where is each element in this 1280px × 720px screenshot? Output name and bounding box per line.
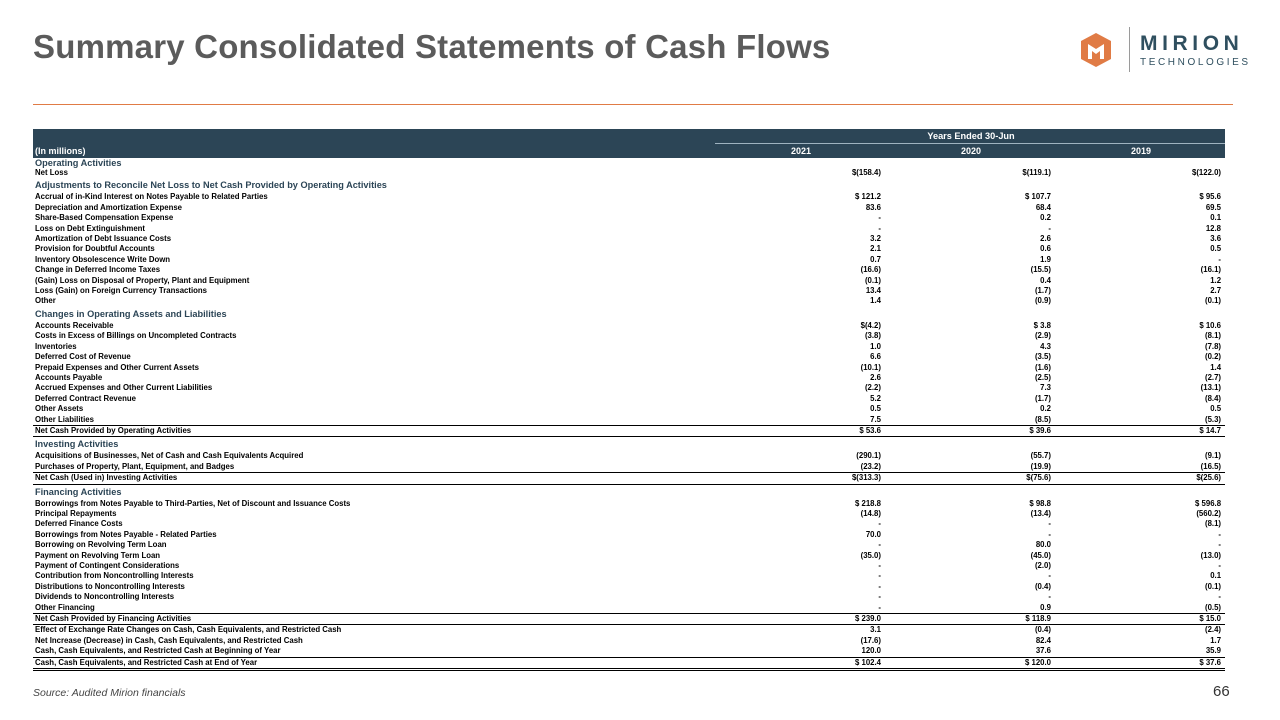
- row-label: Net Cash Provided by Financing Activities: [33, 614, 715, 625]
- title-divider: [33, 104, 1233, 105]
- cell-2020: (2.0): [1034, 561, 1051, 570]
- cell-2021: (0.1): [864, 275, 881, 285]
- cell-2021: $(4.2): [860, 320, 881, 330]
- table-row: [33, 203, 1225, 213]
- row-label: Borrowing on Revolving Term Loan: [35, 540, 167, 550]
- cell-2019: $ 95.6: [1199, 192, 1222, 202]
- table-row: [33, 352, 1225, 362]
- cell-2019: (13.0): [1200, 550, 1222, 560]
- table-row: [33, 394, 1225, 404]
- cell-2020: $ 98.8: [1029, 498, 1051, 508]
- cell-2020: (15.5): [1030, 265, 1051, 275]
- cell-2020: (13.4): [1030, 508, 1051, 518]
- table-row: [33, 321, 1225, 331]
- cell-2021: $(158.4): [851, 168, 881, 177]
- section-label: Financing Activities: [35, 486, 122, 497]
- cell-2020: 37.6: [1035, 646, 1051, 656]
- row-fx-effect: [33, 625, 1225, 636]
- cell-2020: 80.0: [1035, 540, 1051, 550]
- row-label: Deferred Contract Revenue: [35, 393, 136, 403]
- row-net-investing: [33, 473, 1225, 484]
- table-row: [33, 342, 1225, 352]
- cell-2020: $ 3.8: [1033, 320, 1051, 330]
- cell-2021: 0.7: [870, 254, 881, 264]
- cell-2019: (7.8): [1204, 341, 1222, 351]
- cell-2020: 0.2: [1040, 213, 1051, 223]
- cell-2019: 3.6: [1210, 234, 1222, 244]
- year-2020-header: 2020: [885, 144, 1055, 159]
- table-row: [33, 551, 1225, 561]
- cell-2019: 12.8: [1205, 223, 1222, 233]
- row-label: Distributions to Noncontrolling Interests: [35, 581, 185, 591]
- row-label: Deferred Cost of Revenue: [35, 352, 131, 362]
- cell-2019: 0.5: [1210, 404, 1222, 414]
- cell-2019: (0.1): [1204, 581, 1222, 591]
- row-label: Net Loss: [35, 168, 68, 177]
- row-label: Loss on Debt Extinguishment: [35, 223, 146, 233]
- cell-2021: 1.4: [870, 296, 881, 306]
- cell-2020: -: [1048, 571, 1051, 581]
- year-2021-header: 2021: [715, 144, 885, 159]
- table-row: [33, 192, 1225, 202]
- row-label: Prepaid Expenses and Other Current Assets: [35, 362, 199, 372]
- page-number: 66: [1213, 683, 1230, 700]
- table-row: [33, 363, 1225, 373]
- table-row: [33, 276, 1225, 286]
- section-header-adjustments: [33, 178, 1225, 192]
- cell-2019: $ 596.8: [1195, 498, 1222, 508]
- cell-2020: (2.9): [1034, 331, 1051, 341]
- cell-2020: $ 107.7: [1024, 192, 1051, 202]
- cell-2021: (290.1): [856, 451, 881, 461]
- source-note: Source: Audited Mirion financials: [33, 687, 186, 699]
- row-label: Acquisitions of Businesses, Net of Cash and Cash Equivalents Acquired: [35, 451, 304, 461]
- row-label: Net Cash (Used in) Investing Activities: [33, 473, 715, 484]
- cell-2021: 5.2: [870, 393, 881, 403]
- cell-2019: $ 14.7: [1055, 425, 1225, 436]
- logo-separator: [1129, 27, 1130, 72]
- table-row: [33, 224, 1225, 234]
- row-ending-cash: [33, 657, 1225, 669]
- cell-2019: -: [1218, 540, 1222, 550]
- cell-2020: $(75.6): [885, 473, 1055, 484]
- unit-label: (In millions): [33, 144, 715, 159]
- cell-2020: (55.7): [1030, 451, 1051, 461]
- cell-2021: (14.8): [860, 508, 881, 518]
- cell-2019: (13.1): [1200, 383, 1222, 393]
- table-row: [33, 255, 1225, 265]
- cell-2021: 3.1: [870, 625, 881, 635]
- table-row: [33, 373, 1225, 383]
- cell-2019: $ 37.6: [1055, 657, 1225, 669]
- row-label: (Gain) Loss on Disposal of Property, Plant and Equipment: [35, 275, 250, 285]
- cell-2020: (1.7): [1034, 393, 1051, 403]
- cell-2019: -: [1218, 529, 1222, 539]
- cell-2020: 7.3: [1040, 383, 1051, 393]
- cell-2019: (8.4): [1204, 393, 1222, 403]
- cell-2021: -: [878, 602, 881, 612]
- cell-2019: $ 10.6: [1199, 320, 1222, 330]
- row-label: Other: [35, 296, 56, 306]
- table-row: [33, 561, 1225, 571]
- table-row: [33, 592, 1225, 602]
- cell-2019: 35.9: [1205, 646, 1222, 656]
- table-row: [33, 462, 1225, 473]
- cell-2021: 83.6: [865, 202, 881, 212]
- row-label: Deferred Finance Costs: [35, 519, 123, 529]
- row-label: Payment on Revolving Term Loan: [35, 550, 161, 560]
- cell-2020: $(119.1): [1022, 168, 1051, 177]
- cell-2019: $ 15.0: [1055, 614, 1225, 625]
- cell-2020: 0.9: [1040, 602, 1051, 612]
- row-label: Provision for Doubtful Accounts: [35, 244, 155, 254]
- cell-2019: -: [1218, 561, 1222, 570]
- cell-2020: 0.6: [1040, 244, 1051, 254]
- cell-2021: 6.6: [870, 352, 881, 362]
- cell-2019: 0.1: [1210, 571, 1222, 581]
- section-label: Investing Activities: [35, 439, 119, 450]
- section-label: Changes in Operating Assets and Liabilities: [35, 308, 227, 319]
- table-row: [33, 265, 1225, 275]
- cell-2021: -: [878, 223, 881, 233]
- table-row: [33, 383, 1225, 393]
- cell-2020: (1.6): [1034, 362, 1051, 372]
- cell-2020: (0.4): [1034, 625, 1051, 635]
- row-label: Change in Deferred Income Taxes: [35, 265, 161, 275]
- cell-2020: -: [1048, 223, 1051, 233]
- cell-2020: 2.6: [1040, 234, 1051, 244]
- table-row: [33, 571, 1225, 581]
- cell-2019: -: [1218, 592, 1222, 602]
- year-2019-header: 2019: [1055, 144, 1225, 159]
- mirion-logo-icon: [1080, 32, 1112, 68]
- cell-2020: 0.4: [1040, 275, 1051, 285]
- cell-2020: -: [1048, 519, 1051, 529]
- table-row: [33, 244, 1225, 254]
- cell-2020: -: [1048, 529, 1051, 539]
- cell-2021: -: [878, 571, 881, 581]
- cell-2021: 120.0: [861, 646, 881, 656]
- cell-2019: (0.5): [1204, 602, 1222, 612]
- row-label: Borrowings from Notes Payable - Related Parties: [35, 529, 217, 539]
- table-row: [33, 415, 1225, 426]
- cell-2021: 7.5: [870, 414, 881, 424]
- cell-2021: 13.4: [865, 286, 881, 296]
- row-label: Accounts Receivable: [35, 320, 114, 330]
- logo-wordmark: MIRION: [1140, 32, 1244, 55]
- cell-2019: 0.5: [1210, 244, 1222, 254]
- cell-2019: (16.5): [1200, 461, 1222, 471]
- logo-subtitle: TECHNOLOGIES: [1140, 57, 1251, 68]
- cell-2021: -: [878, 592, 881, 602]
- table-row: [33, 530, 1225, 540]
- row-beginning-cash: [33, 646, 1225, 657]
- table-header-period: [33, 129, 1225, 144]
- row-net-operating: [33, 425, 1225, 436]
- period-header: Years Ended 30-Jun: [715, 129, 1225, 144]
- table-row: [33, 540, 1225, 550]
- table-row: [33, 603, 1225, 614]
- row-label: Loss (Gain) on Foreign Currency Transactions: [35, 286, 207, 296]
- cell-2019: 1.7: [1210, 635, 1222, 645]
- row-label: Share-Based Compensation Expense: [35, 213, 174, 223]
- section-header-changes: [33, 307, 1225, 321]
- cell-2021: (16.6): [860, 265, 881, 275]
- cell-2019: (5.3): [1204, 414, 1222, 424]
- cell-2020: $ 120.0: [885, 657, 1055, 669]
- row-label: Contribution from Noncontrolling Interests: [35, 571, 194, 581]
- row-label: Inventory Obsolescence Write Down: [35, 254, 171, 264]
- table-row: [33, 331, 1225, 341]
- cell-2019: (0.1): [1204, 296, 1222, 306]
- cell-2021: $ 102.4: [715, 657, 885, 669]
- cell-2020: 1.9: [1040, 254, 1051, 264]
- cell-2020: (45.0): [1030, 550, 1051, 560]
- cell-2021: 1.0: [870, 341, 881, 351]
- cell-2021: -: [878, 581, 881, 591]
- cell-2021: $ 53.6: [715, 425, 885, 436]
- cell-2021: (3.8): [864, 331, 881, 341]
- cell-2021: $ 218.8: [854, 498, 881, 508]
- cell-2019: 0.1: [1210, 213, 1222, 223]
- cell-2020: $ 39.6: [885, 425, 1055, 436]
- table-row: [33, 404, 1225, 414]
- row-label: Dividends to Noncontrolling Interests: [35, 592, 175, 602]
- row-net-financing: [33, 614, 1225, 625]
- row-label: Inventories: [35, 341, 77, 351]
- table-header-years: [33, 144, 1225, 159]
- cell-2019: (0.2): [1204, 352, 1222, 362]
- cell-2021: (2.2): [864, 383, 881, 393]
- section-label: Adjustments to Reconcile Net Loss to Net Cash Provided by Operating Activities: [35, 180, 387, 191]
- cell-2019: (8.1): [1204, 331, 1222, 341]
- row-label: Other Financing: [35, 602, 95, 612]
- table-row: [33, 519, 1225, 529]
- section-header-operating: [33, 158, 1225, 168]
- cell-2019: 2.7: [1210, 286, 1222, 296]
- cell-2021: $ 239.0: [715, 614, 885, 625]
- cell-2020: 82.4: [1035, 635, 1051, 645]
- row-net-change: [33, 636, 1225, 646]
- section-header-financing: [33, 484, 1225, 499]
- cell-2021: (23.2): [860, 461, 881, 471]
- cell-2020: (1.7): [1034, 286, 1051, 296]
- row-label: Accounts Payable: [35, 372, 103, 382]
- cell-2019: (8.1): [1204, 519, 1222, 529]
- cell-2019: (2.7): [1204, 372, 1222, 382]
- table-row: [33, 451, 1225, 461]
- cell-2019: (560.2): [1196, 508, 1222, 518]
- row-label: Cash, Cash Equivalents, and Restricted Cash at End of Year: [33, 657, 715, 669]
- table-row: [33, 509, 1225, 519]
- row-label: Net Increase (Decrease) in Cash, Cash Equivalents, and Restricted Cash: [35, 635, 303, 645]
- row-label: Payment of Contingent Considerations: [35, 561, 180, 570]
- row-label: Accrual of in-Kind Interest on Notes Payable to Related Parties: [35, 192, 268, 202]
- row-label: Net Cash Provided by Operating Activities: [33, 425, 715, 436]
- table-row: [33, 582, 1225, 592]
- table-row: [33, 286, 1225, 296]
- cell-2021: -: [878, 519, 881, 529]
- row-label: Principal Repayments: [35, 508, 117, 518]
- row-label: Accrued Expenses and Other Current Liabilities: [35, 383, 213, 393]
- cell-2019: (2.4): [1204, 625, 1222, 635]
- cell-2021: 2.1: [870, 244, 881, 254]
- cell-2021: -: [878, 213, 881, 223]
- cell-2019: (16.1): [1200, 265, 1222, 275]
- cell-2020: (2.5): [1034, 372, 1051, 382]
- cell-2020: $ 118.9: [885, 614, 1055, 625]
- cell-2021: $ 121.2: [854, 192, 881, 202]
- cell-2020: 68.4: [1035, 202, 1051, 212]
- cell-2019: (9.1): [1204, 451, 1222, 461]
- cell-2020: (8.5): [1034, 414, 1051, 424]
- cash-flow-table: [33, 129, 1225, 671]
- row-label: Amortization of Debt Issuance Costs: [35, 234, 172, 244]
- cell-2019: $(25.6): [1055, 473, 1225, 484]
- cell-2021: $(313.3): [715, 473, 885, 484]
- cell-2019: 1.2: [1210, 275, 1222, 285]
- cell-2021: (10.1): [860, 362, 881, 372]
- cell-2019: -: [1218, 254, 1222, 264]
- row-label: Other Assets: [35, 404, 84, 414]
- cell-2021: (35.0): [860, 550, 881, 560]
- section-header-investing: [33, 437, 1225, 452]
- cell-2020: (0.9): [1034, 296, 1051, 306]
- cell-2019: $(122.0): [1191, 168, 1222, 177]
- cell-2020: (0.4): [1034, 581, 1051, 591]
- row-label: Purchases of Property, Plant, Equipment, and Badges: [35, 461, 235, 471]
- cell-2021: 70.0: [865, 529, 881, 539]
- cell-2020: -: [1048, 592, 1051, 602]
- cell-2021: (17.6): [860, 635, 881, 645]
- cell-2021: 0.5: [870, 404, 881, 414]
- row-label: Depreciation and Amortization Expense: [35, 202, 183, 212]
- cell-2020: 4.3: [1040, 341, 1051, 351]
- table-row: [33, 213, 1225, 223]
- cell-2019: 1.4: [1210, 362, 1222, 372]
- row-label: Borrowings from Notes Payable to Third-Parties, Net of Discount and Issuance Costs: [35, 498, 351, 508]
- row-label: Effect of Exchange Rate Changes on Cash, Cash Equivalents, and Restricted Cash: [35, 625, 342, 635]
- table-row: [33, 234, 1225, 244]
- cell-2020: 0.2: [1040, 404, 1051, 414]
- cell-2021: -: [878, 561, 881, 570]
- cell-2019: 69.5: [1205, 202, 1222, 212]
- table-row: [33, 499, 1225, 509]
- cell-2021: -: [878, 540, 881, 550]
- cell-2021: 3.2: [870, 234, 881, 244]
- company-logo: [1080, 24, 1250, 76]
- table-row: [33, 296, 1225, 306]
- row-net-loss: [33, 168, 1225, 178]
- page-title: Summary Consolidated Statements of Cash Flows: [33, 28, 831, 65]
- cell-2021: 2.6: [870, 372, 881, 382]
- cell-2020: (3.5): [1034, 352, 1051, 362]
- row-label: Other Liabilities: [35, 414, 94, 424]
- cell-2020: (19.9): [1030, 461, 1051, 471]
- row-label: Costs in Excess of Billings on Uncompleted Contracts: [35, 331, 237, 341]
- row-label: Cash, Cash Equivalents, and Restricted Cash at Beginning of Year: [35, 646, 281, 656]
- section-label: Operating Activities: [35, 158, 122, 168]
